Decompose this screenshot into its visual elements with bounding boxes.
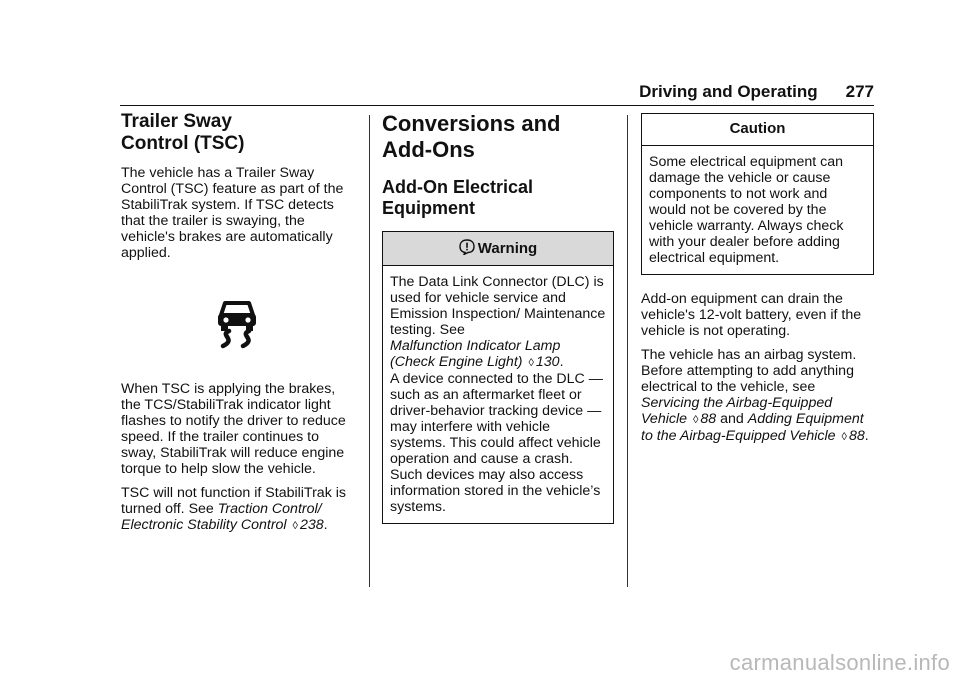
section-heading-conversions: Conversions and Add-Ons: [382, 111, 561, 162]
section-heading-tsc: Trailer Sway Control (TSC): [121, 111, 245, 154]
warning-box: [382, 231, 614, 524]
xref-servicing-airbag[interactable]: Servicing the Airbag-Equipped Vehicle: [641, 395, 833, 427]
warning-body: [383, 266, 613, 523]
warning-text-1: The Data Link Connector (DLC) is used for vehicle service and Emission Inspection/ Maintenance testing. See Malfunction Indicator Lamp (Check Engine Light) ◊ 130.: [390, 274, 606, 370]
page-header: [639, 82, 874, 102]
column-3: [641, 113, 874, 453]
page-ref-icon: ◊: [692, 414, 699, 426]
watermark: carmanualsonline.info: [729, 650, 950, 675]
caution-body: Some electrical equipment can damage the vehicle or cause components to not work and would not be covered by the vehicle warranty. Always check with your dealer before adding electrical equipment.: [649, 154, 844, 266]
warning-icon: [459, 239, 475, 255]
column-divider-1: [369, 115, 370, 587]
tsc-off-paragraph: TSC will not function if StabiliTrak is turned off. See Traction Control/ Electronic Stability Control ◊ 238.: [121, 485, 346, 533]
warning-header: Warning: [383, 232, 613, 266]
xref-page[interactable]: 238: [299, 517, 324, 533]
caution-box: [641, 113, 874, 275]
warning-text-2: A device connected to the DLC — such as an aftermarket fleet or driver-behavior tracking device — may interfere with vehicle systems. This could affect vehicle operation and cause a crash. Such devices may also access information stored in the vehicle’s systems.: [390, 371, 603, 515]
page-ref-icon: ◊: [528, 357, 534, 369]
xref-page[interactable]: 130: [535, 354, 560, 370]
subsection-heading-addon: Add-On Electrical Equipment: [382, 177, 534, 218]
page-number: 277: [845, 82, 874, 101]
xref-page[interactable]: 88: [848, 428, 865, 444]
section-title: Driving and Operating: [639, 82, 818, 101]
battery-paragraph: Add-on equipment can drain the vehicle's 12-volt battery, even if the vehicle is not operating.: [641, 291, 862, 339]
column-1: [121, 111, 353, 542]
xref-traction-control[interactable]: Traction Control/ Electronic Stability Control: [121, 501, 322, 533]
tsc-braking-paragraph: When TSC is applying the brakes, the TCS/StabiliTrak indicator light flashes to notify the driver to reduce speed. If the trailer continues to sway, StabiliTrak will reduce engine torque to help slow the vehicle.: [121, 381, 346, 477]
page-ref-icon: ◊: [292, 520, 298, 532]
xref-adding-equipment[interactable]: Adding Equipment to the Airbag-Equipped Vehicle: [641, 411, 864, 444]
page-ref-icon: ◊: [841, 431, 847, 443]
header-rule: [120, 105, 874, 106]
airbag-paragraph: The vehicle has an airbag system. Before attempting to add anything electrical to the vehicle, see Servicing the Airbag-Equipped Vehicle ◊ 88 and Adding Equipment to the Airbag-Equipped Vehicle ◊ 88.: [641, 347, 869, 444]
column-2: [382, 111, 614, 524]
tsc-intro-paragraph: The vehicle has a Trailer Sway Control (TSC) feature as part of the StabiliTrak system. If TSC detects that the trailer is swaying, the vehicle's brakes are automatically applied.: [121, 165, 344, 261]
xref-page[interactable]: 88: [700, 411, 717, 427]
caution-header: Caution: [642, 114, 873, 146]
column-divider-2: [627, 115, 628, 587]
xref-malfunction-lamp[interactable]: Malfunction Indicator Lamp (Check Engine Light): [390, 338, 561, 370]
stabilitrak-icon: [215, 299, 259, 349]
